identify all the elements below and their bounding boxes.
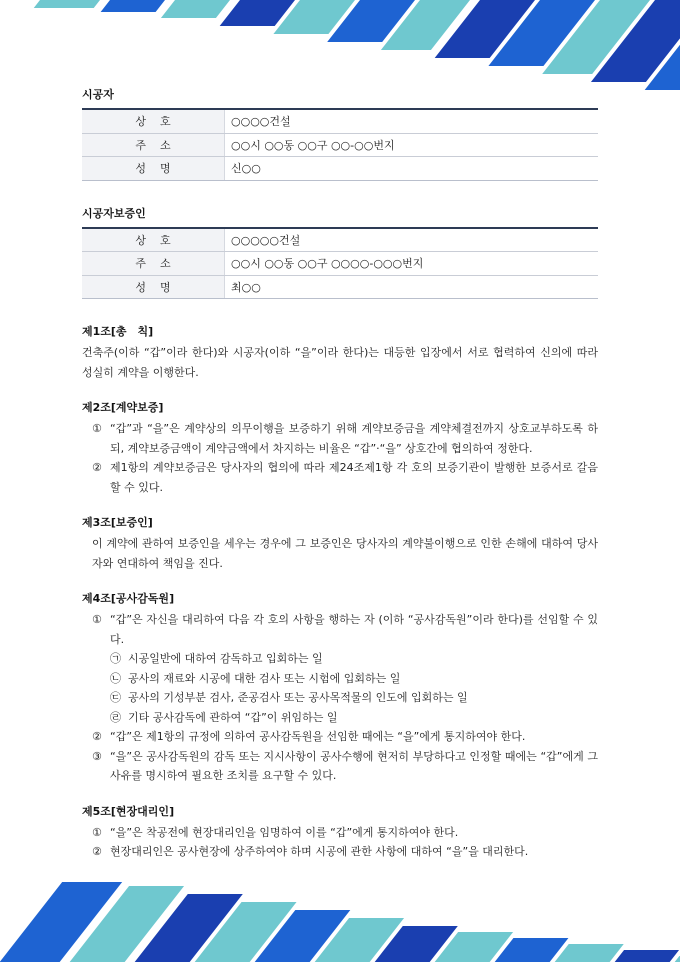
- sub-item-mark: ㉢: [110, 691, 121, 704]
- article-2: [82, 399, 598, 497]
- top-stripe-decoration: [0, 0, 680, 92]
- article-5: [82, 803, 598, 862]
- sub-list-item: [82, 669, 598, 689]
- item-text: 제1항의 계약보증금은 당사자의 협의에 따라 제24조제1항 각 호의 보증기관이 발행한 보증서로 갈음할 수 있다.: [110, 461, 598, 494]
- list-item: [82, 458, 598, 497]
- article-title: 제1조[총 칙]: [82, 325, 154, 338]
- sub-item-mark: ㉡: [110, 671, 121, 685]
- party-title: 시공자보증인: [82, 206, 146, 220]
- row-label: 주소: [82, 133, 225, 157]
- party-info-table: [82, 108, 598, 181]
- sub-list-item: [82, 649, 598, 669]
- sub-list-item: [82, 708, 598, 728]
- list-item: [82, 747, 598, 786]
- sub-item-text: 공사의 재료와 시공에 대한 검사 또는 시험에 입회하는 일: [128, 671, 401, 685]
- sub-item-mark: ㉠: [110, 652, 121, 665]
- row-value: ○○○○건설: [225, 109, 599, 133]
- party-contractor: [82, 86, 598, 181]
- row-label: 상호: [82, 228, 225, 252]
- article-3: [82, 514, 598, 573]
- item-number: ③: [92, 749, 102, 763]
- item-number: ②: [92, 730, 102, 743]
- item-text: “갑”은 제1항의 규정에 의하여 공사감독원을 선임한 때에는 “을”에게 통지하여야 한다.: [110, 730, 526, 743]
- item-text: “갑”은 자신을 대리하여 다음 각 호의 사항을 행하는 자 (이하 “공사감독원”이라 한다)를 선임할 수 있다.: [110, 613, 598, 646]
- sub-item-mark: ㉣: [110, 710, 121, 724]
- item-text: 현장대리인은 공사현장에 상주하여야 하며 시공에 관한 사항에 대하여 “을”을 대리한다.: [110, 845, 529, 858]
- article-title: 제3조[보증인]: [82, 516, 153, 529]
- row-value: ○○○○○건설: [225, 228, 599, 252]
- party-info-table: [82, 227, 598, 300]
- party-title: 시공자: [82, 88, 114, 101]
- list-item: [82, 419, 598, 458]
- sub-item-text: 기타 공사감독에 관하여 “갑”이 위임하는 일: [128, 710, 338, 724]
- list-item: [82, 842, 598, 862]
- row-label: 주소: [82, 252, 225, 276]
- table-row: [82, 133, 598, 157]
- table-row: [82, 109, 598, 133]
- item-number: ①: [92, 613, 102, 626]
- table-row: [82, 228, 598, 252]
- row-label: 성명: [82, 275, 225, 299]
- item-number: ②: [92, 461, 102, 474]
- article-title: 제5조[현장대리인]: [82, 804, 175, 818]
- row-label: 상호: [82, 109, 225, 133]
- item-number: ①: [92, 422, 102, 435]
- list-item: [82, 610, 598, 649]
- row-value: ○○시 ○○동 ○○구 ○○-○○번지: [225, 133, 599, 157]
- table-row: [82, 157, 598, 181]
- row-label: 성명: [82, 157, 225, 181]
- article-4: [82, 590, 598, 786]
- article-1: [82, 323, 598, 382]
- table-row: [82, 275, 598, 299]
- table-row: [82, 252, 598, 276]
- sub-item-text: 시공일반에 대하여 감독하고 입회하는 일: [128, 652, 323, 665]
- contract-content: [82, 86, 598, 879]
- item-number: ①: [92, 825, 102, 839]
- item-number: ②: [92, 845, 102, 858]
- item-text: “을”은 공사감독원의 감독 또는 지시사항이 공사수행에 현저히 부당하다고 인정할 때에는 “갑”에게 그 사유를 명시하여 필요한 조치를 요구할 수 있다.: [110, 749, 598, 782]
- row-value: ○○시 ○○동 ○○구 ○○○○-○○○번지: [225, 252, 599, 276]
- row-value: 최○○: [225, 275, 599, 299]
- bottom-stripe-decoration: [0, 872, 680, 962]
- list-item: [82, 727, 598, 747]
- party-guarantor: [82, 205, 598, 300]
- row-value: 신○○: [225, 157, 599, 181]
- sub-item-text: 공사의 기성부분 검사, 준공검사 또는 공사목적물의 인도에 입회하는 일: [128, 691, 468, 704]
- list-item: [82, 823, 598, 843]
- item-text: “갑”과 “을”은 계약상의 의무이행을 보증하기 위해 계약보증금을 계약체결전까지 상호교부하도록 하되, 계약보증금액이 계약금액에서 차지하는 비율은 “갑”·“을” 상호간에 협의하여 정한다.: [110, 422, 598, 455]
- article-title: 제4조[공사감독원]: [82, 592, 175, 605]
- article-title: 제2조[계약보증]: [82, 401, 164, 414]
- article-text: 이 계약에 관하여 보증인을 세우는 경우에 그 보증인은 당사자의 계약불이행으로 인한 손해에 대하여 당사자와 연대하여 책임을 진다.: [92, 537, 598, 570]
- sub-list-item: [82, 688, 598, 708]
- item-text: “을”은 착공전에 현장대리인을 임명하여 이를 “갑”에게 통지하여야 한다.: [110, 825, 459, 839]
- article-text: 건축주(이하 “갑”이라 한다)와 시공자(이하 “을”이라 한다)는 대등한 입장에서 서로 협력하여 신의에 따라 성실히 계약을 이행한다.: [82, 346, 598, 379]
